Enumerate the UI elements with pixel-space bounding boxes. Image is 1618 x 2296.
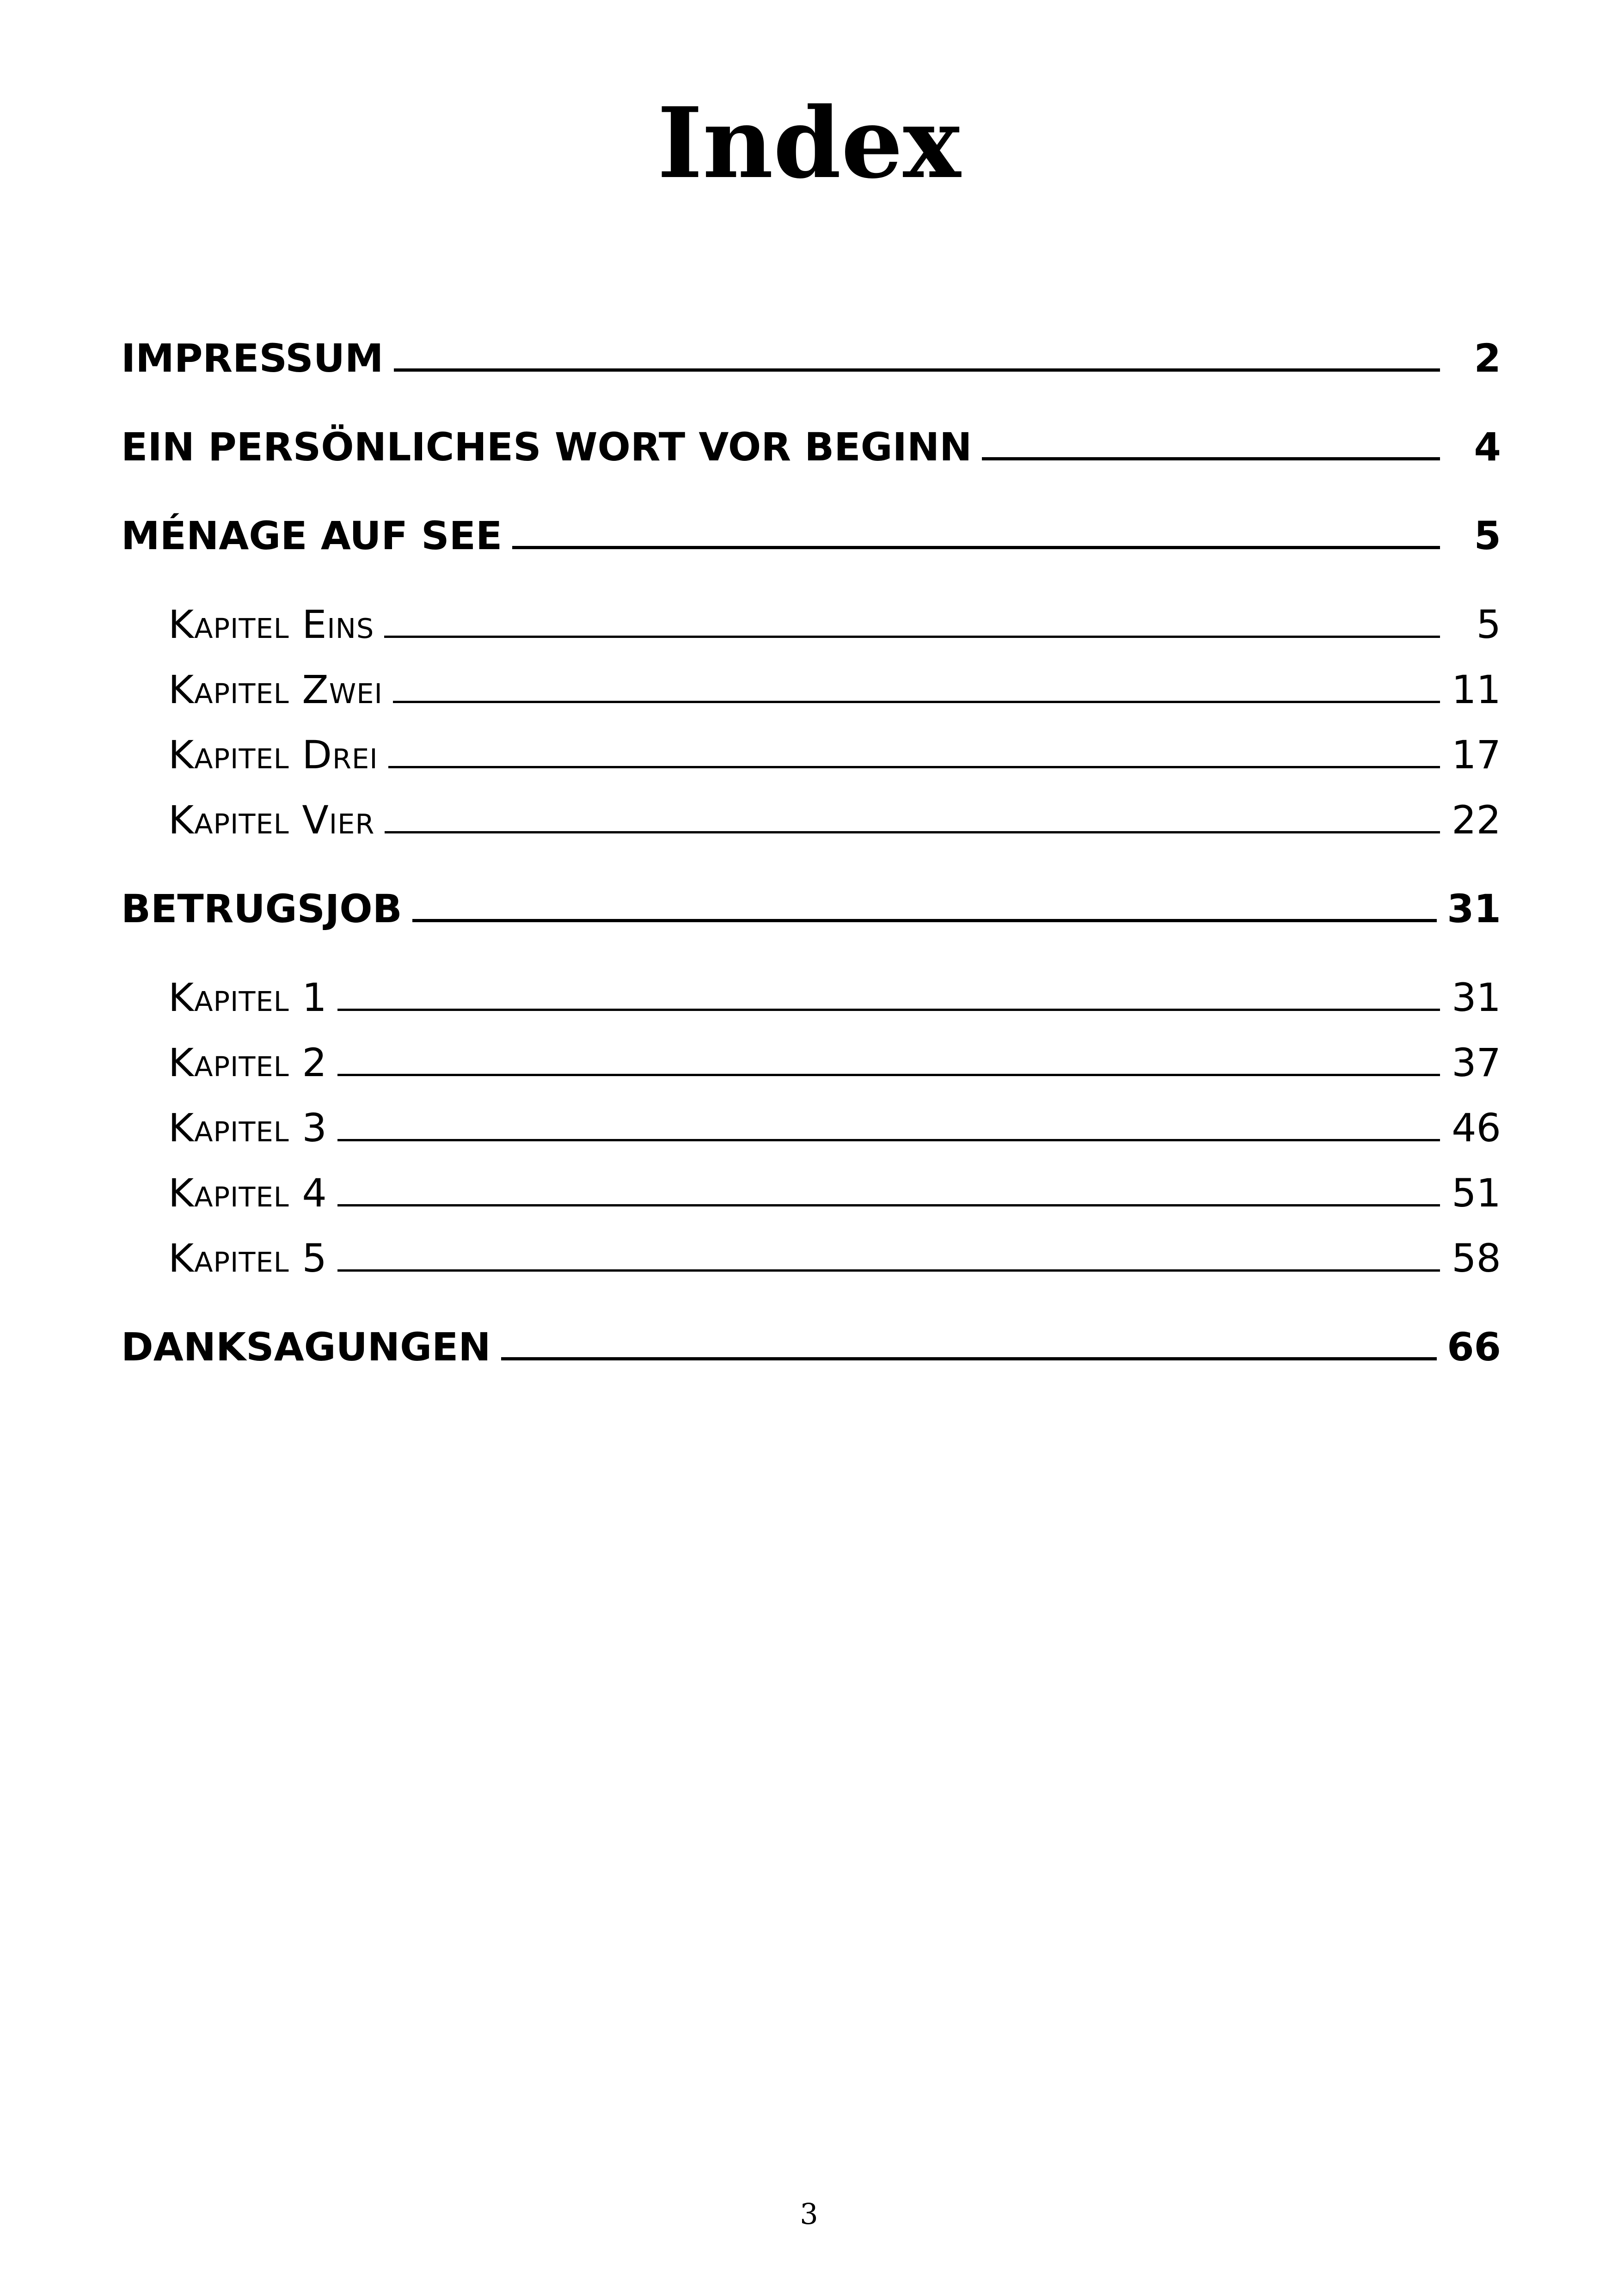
- toc-page-number: 66: [1447, 1324, 1501, 1370]
- toc-entry-persoenliches-wort[interactable]: [121, 422, 1501, 472]
- toc-entry-kapitel-1[interactable]: [121, 972, 1501, 1023]
- toc-leader-line: [412, 919, 1437, 922]
- toc-page-number: 5: [1476, 602, 1501, 647]
- toc-entry-label: Kapitel 3: [168, 1105, 327, 1151]
- toc-entry-menage-auf-see[interactable]: [121, 510, 1501, 561]
- table-of-contents: [121, 0, 1501, 2296]
- toc-page-number: 4: [1474, 424, 1501, 470]
- toc-leader-line: [337, 1204, 1440, 1206]
- toc-entry-label: Kapitel 5: [168, 1236, 327, 1281]
- toc-leader-line: [501, 1357, 1437, 1360]
- toc-page-number: 31: [1447, 886, 1501, 931]
- toc-page-number: 22: [1452, 797, 1501, 843]
- page-number-footer: 3: [800, 2197, 818, 2231]
- toc-entry-label: Kapitel 2: [168, 1040, 327, 1085]
- page-title: Index: [657, 86, 961, 200]
- toc-entry-label: Kapitel 4: [168, 1170, 327, 1216]
- toc-leader-line: [982, 457, 1440, 460]
- toc-entry-label: BETRUGSJOB: [121, 886, 402, 931]
- toc-entry-kapitel-eins[interactable]: [121, 599, 1501, 650]
- toc-entry-kapitel-5[interactable]: [121, 1233, 1501, 1284]
- toc-entry-label: Kapitel Zwei: [168, 667, 383, 712]
- toc-entry-label: EIN PERSÖNLICHES WORT VOR BEGINN: [121, 424, 972, 470]
- toc-entry-label: Kapitel 1: [168, 975, 327, 1020]
- toc-page-number: 2: [1474, 336, 1501, 381]
- toc-page-number: 46: [1452, 1105, 1501, 1151]
- toc-entry-kapitel-drei[interactable]: [121, 729, 1501, 780]
- toc-entry-betrugsjob[interactable]: [121, 883, 1501, 934]
- toc-leader-line: [337, 1074, 1440, 1076]
- toc-leader-line: [337, 1139, 1440, 1141]
- toc-entry-label: Kapitel Vier: [168, 797, 375, 843]
- toc-entry-kapitel-3[interactable]: [121, 1102, 1501, 1153]
- toc-entry-kapitel-vier[interactable]: [121, 795, 1501, 845]
- toc-entry-label: IMPRESSUM: [121, 336, 384, 381]
- toc-leader-line: [393, 701, 1440, 703]
- toc-leader-line: [337, 1269, 1440, 1272]
- toc-entry-impressum[interactable]: [121, 333, 1501, 384]
- toc-page-number: 5: [1474, 513, 1501, 558]
- toc-leader-line: [394, 368, 1440, 372]
- toc-leader-line: [337, 1009, 1440, 1011]
- toc-page-number: 17: [1452, 732, 1501, 778]
- toc-entry-kapitel-2[interactable]: [121, 1037, 1501, 1088]
- toc-leader-line: [385, 831, 1440, 833]
- toc-entry-danksagungen[interactable]: [121, 1322, 1501, 1372]
- toc-leader-line: [512, 546, 1440, 549]
- toc-page-number: 11: [1452, 667, 1501, 712]
- toc-entry-kapitel-zwei[interactable]: [121, 664, 1501, 715]
- toc-entry-label: Kapitel Eins: [168, 602, 374, 647]
- toc-entry-label: MÉNAGE AUF SEE: [121, 513, 503, 558]
- toc-entry-kapitel-4[interactable]: [121, 1168, 1501, 1218]
- toc-page-number: 37: [1452, 1040, 1501, 1085]
- toc-page-number: 31: [1452, 975, 1501, 1020]
- toc-leader-line: [388, 766, 1440, 768]
- toc-entry-label: DANKSAGUNGEN: [121, 1324, 491, 1370]
- toc-page-number: 51: [1452, 1170, 1501, 1216]
- toc-entry-label: Kapitel Drei: [168, 732, 378, 778]
- toc-leader-line: [384, 636, 1440, 638]
- toc-page-number: 58: [1452, 1236, 1501, 1281]
